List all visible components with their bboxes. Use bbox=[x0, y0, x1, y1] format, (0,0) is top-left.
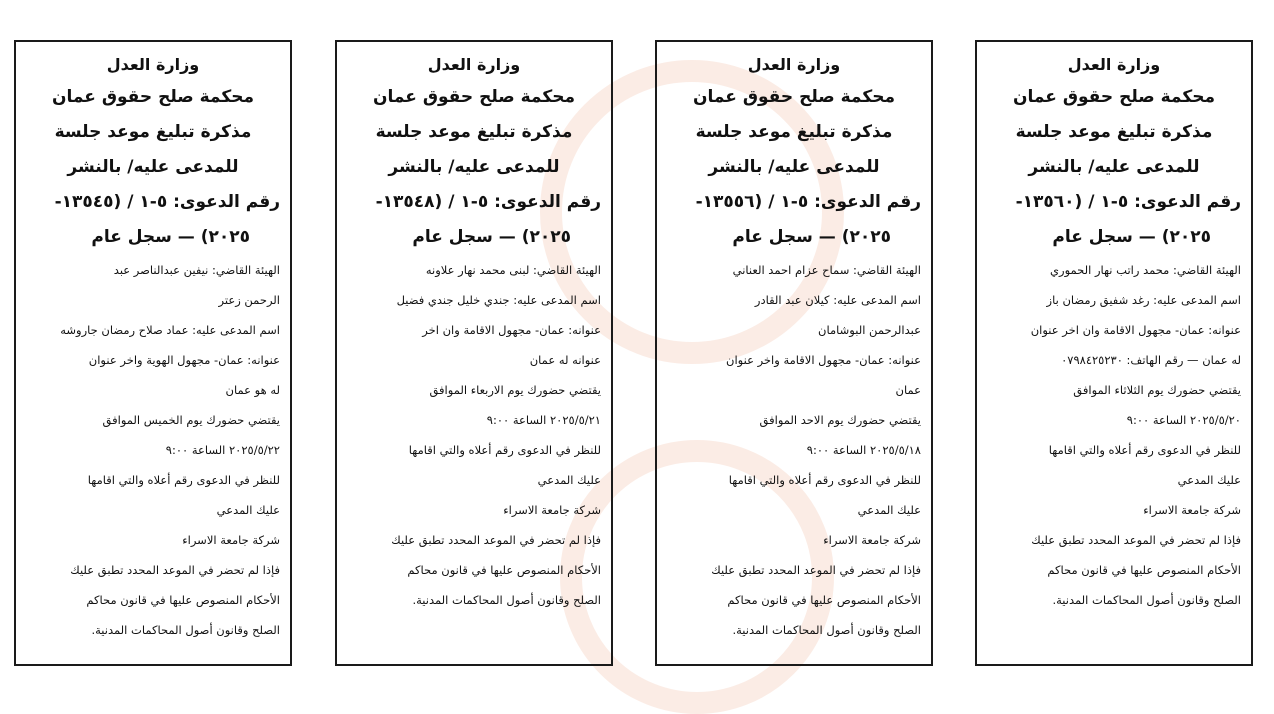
memo-title: مذكرة تبليغ موعد جلسة bbox=[1015, 122, 1213, 142]
body-line: عنوانه: عمان- مجهول الهوية واخر عنوان bbox=[88, 353, 280, 367]
body-line: الهيئة القاضي: محمد راتب نهار الحموري bbox=[1050, 263, 1241, 277]
body-line: اسم المدعى عليه: جندي خليل جندي فضيل bbox=[396, 293, 601, 307]
recipient: للمدعى عليه/ بالنشر bbox=[388, 157, 560, 177]
memo-title: مذكرة تبليغ موعد جلسة bbox=[54, 122, 252, 142]
body-line: يقتضي حضورك يوم الاربعاء الموافق bbox=[429, 383, 601, 397]
body-line: الهيئة القاضي: نيفين عبدالناصر عبد bbox=[113, 263, 280, 277]
body-line: الأحكام المنصوص عليها في قانون محاكم bbox=[727, 593, 921, 607]
body-line: شركة جامعة الاسراء bbox=[503, 503, 601, 517]
body-line: عنوانه: عمان- مجهول الاقامة وان اخر عنوان bbox=[1030, 323, 1241, 337]
notice-2 bbox=[655, 40, 933, 666]
body-line: فإذا لم تحضر في الموعد المحدد تطبق عليك bbox=[70, 563, 280, 577]
body-line: ٢٠٢٥/٥/٢٢ الساعة ٩:٠٠ bbox=[165, 443, 280, 457]
body-line: شركة جامعة الاسراء bbox=[1143, 503, 1241, 517]
court-name: محكمة صلح حقوق عمان bbox=[693, 87, 895, 107]
notice-4 bbox=[14, 40, 292, 666]
recipient: للمدعى عليه/ بالنشر bbox=[1028, 157, 1200, 177]
body-line: اسم المدعى عليه: رغد شفيق رمضان باز bbox=[1046, 293, 1241, 307]
body-line: للنظر في الدعوى رقم أعلاه والتي اقامها bbox=[87, 473, 280, 487]
body-line: يقتضي حضورك يوم الاحد الموافق bbox=[759, 413, 921, 427]
body-line: الأحكام المنصوص عليها في قانون محاكم bbox=[86, 593, 280, 607]
body-line: عنوانه: عمان- مجهول الاقامة وان اخر bbox=[422, 323, 601, 337]
ministry-title: وزارة العدل bbox=[1067, 55, 1161, 74]
body-line: عمان bbox=[895, 383, 921, 397]
body-line: الأحكام المنصوص عليها في قانون محاكم bbox=[1047, 563, 1241, 577]
body-line: له عمان — رقم الهاتف: ٠٧٩٨٤٢٥٢٣٠ bbox=[1061, 353, 1241, 367]
case-number: رقم الدعوى: ٥-١ / (١٣٥٤٨- bbox=[375, 192, 601, 212]
body-line: للنظر في الدعوى رقم أعلاه والتي اقامها bbox=[1048, 443, 1241, 457]
notice-3 bbox=[335, 40, 613, 666]
body-line: فإذا لم تحضر في الموعد المحدد تطبق عليك bbox=[711, 563, 921, 577]
body-line: الصلح وقانون أصول المحاكمات المدنية. bbox=[1052, 593, 1241, 607]
court-name: محكمة صلح حقوق عمان bbox=[1013, 87, 1215, 107]
case-number: رقم الدعوى: ٥-١ / (١٣٥٥٦- bbox=[695, 192, 921, 212]
court-name: محكمة صلح حقوق عمان bbox=[52, 87, 254, 107]
body-line: للنظر في الدعوى رقم أعلاه والتي اقامها bbox=[728, 473, 921, 487]
body-line: عنوانه: عمان- مجهول الاقامة واخر عنوان bbox=[726, 353, 921, 367]
body-line: شركة جامعة الاسراء bbox=[182, 533, 280, 547]
body-line: عليك المدعي bbox=[857, 503, 921, 517]
case-year: ٢٠٢٥) — سجل عام bbox=[1052, 227, 1211, 247]
recipient: للمدعى عليه/ بالنشر bbox=[67, 157, 239, 177]
body-line: له هو عمان bbox=[225, 383, 280, 397]
body-line: عليك المدعي bbox=[537, 473, 601, 487]
court-name: محكمة صلح حقوق عمان bbox=[373, 87, 575, 107]
body-line: الهيئة القاضي: لبنى محمد نهار علاونه bbox=[425, 263, 601, 277]
body-line: شركة جامعة الاسراء bbox=[823, 533, 921, 547]
body-line: اسم المدعى عليه: كيلان عبد القادر bbox=[754, 293, 921, 307]
body-line: عنوانه له عمان bbox=[529, 353, 601, 367]
memo-title: مذكرة تبليغ موعد جلسة bbox=[375, 122, 573, 142]
body-line: الصلح وقانون أصول المحاكمات المدنية. bbox=[412, 593, 601, 607]
body-line: يقتضي حضورك يوم الخميس الموافق bbox=[102, 413, 280, 427]
body-line: الصلح وقانون أصول المحاكمات المدنية. bbox=[732, 623, 921, 637]
body-line: ٢٠٢٥/٥/١٨ الساعة ٩:٠٠ bbox=[806, 443, 921, 457]
ministry-title: وزارة العدل bbox=[427, 55, 521, 74]
body-line: فإذا لم تحضر في الموعد المحدد تطبق عليك bbox=[391, 533, 601, 547]
body-line: الأحكام المنصوص عليها في قانون محاكم bbox=[407, 563, 601, 577]
recipient: للمدعى عليه/ بالنشر bbox=[708, 157, 880, 177]
body-line: للنظر في الدعوى رقم أعلاه والتي اقامها bbox=[408, 443, 601, 457]
body-line: اسم المدعى عليه: عماد صلاح رمضان جاروشه bbox=[60, 323, 280, 337]
case-number: رقم الدعوى: ٥-١ / (١٣٥٦٠- bbox=[1015, 192, 1241, 212]
case-year: ٢٠٢٥) — سجل عام bbox=[732, 227, 891, 247]
body-line: الهيئة القاضي: سماح عزام احمد العناني bbox=[732, 263, 921, 277]
ministry-title: وزارة العدل bbox=[106, 55, 200, 74]
case-year: ٢٠٢٥) — سجل عام bbox=[91, 227, 250, 247]
case-number: رقم الدعوى: ٥-١ / (١٣٥٤٥- bbox=[54, 192, 280, 212]
body-line: ٢٠٢٥/٥/٢٠ الساعة ٩:٠٠ bbox=[1126, 413, 1241, 427]
body-line: الصلح وقانون أصول المحاكمات المدنية. bbox=[91, 623, 280, 637]
body-line: عليك المدعي bbox=[1177, 473, 1241, 487]
memo-title: مذكرة تبليغ موعد جلسة bbox=[695, 122, 893, 142]
body-line: ٢٠٢٥/٥/٢١ الساعة ٩:٠٠ bbox=[486, 413, 601, 427]
body-line: عبدالرحمن البوشامان bbox=[818, 323, 921, 337]
case-year: ٢٠٢٥) — سجل عام bbox=[412, 227, 571, 247]
body-line: الرحمن زعتر bbox=[218, 293, 280, 307]
notice-1 bbox=[975, 40, 1253, 666]
ministry-title: وزارة العدل bbox=[747, 55, 841, 74]
body-line: عليك المدعي bbox=[216, 503, 280, 517]
body-line: فإذا لم تحضر في الموعد المحدد تطبق عليك bbox=[1031, 533, 1241, 547]
body-line: يقتضي حضورك يوم الثلاثاء الموافق bbox=[1073, 383, 1241, 397]
